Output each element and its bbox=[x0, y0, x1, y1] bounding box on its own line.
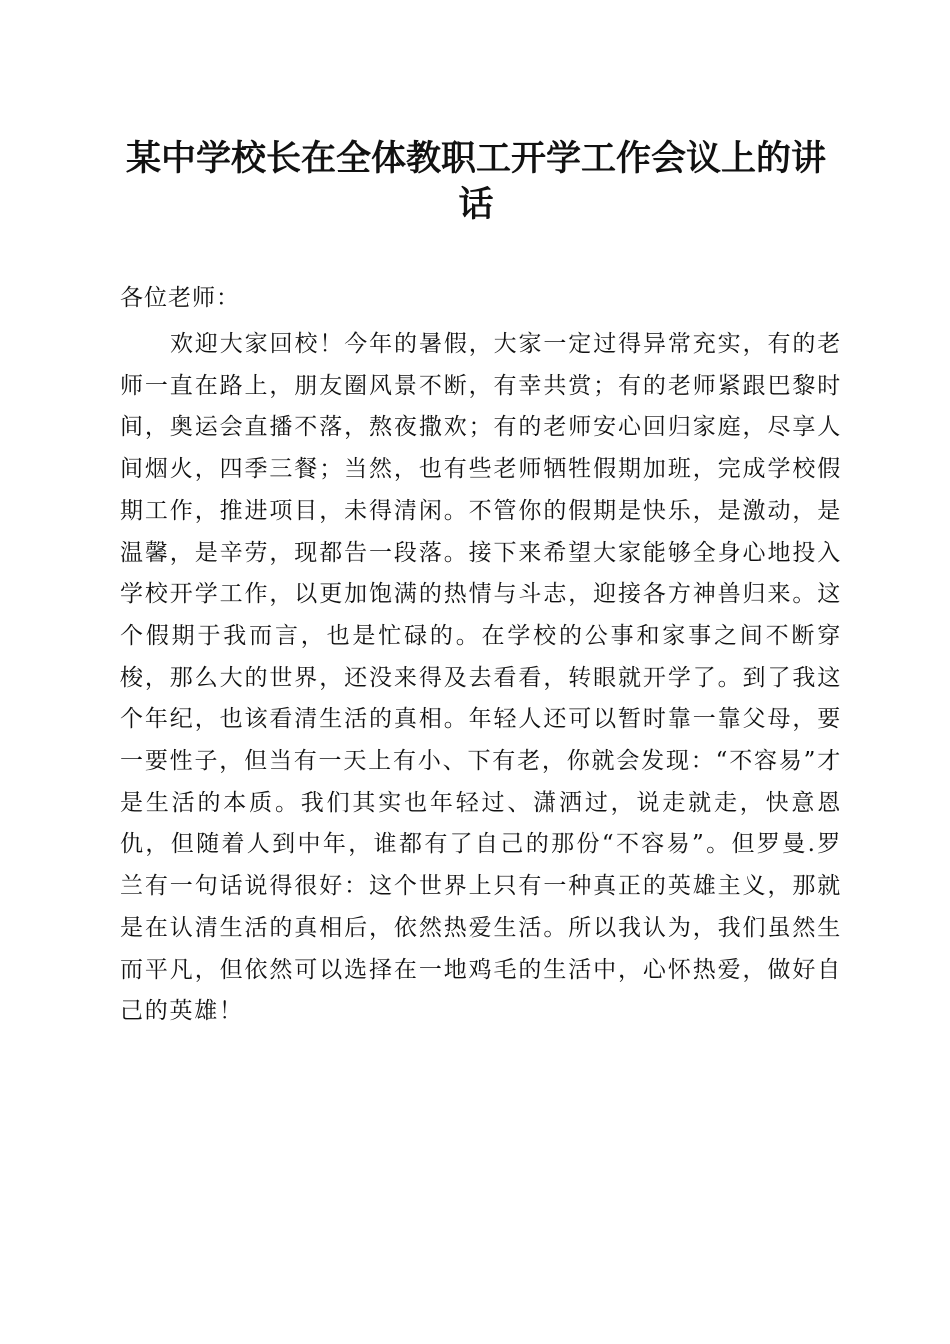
body-paragraph: 欢迎大家回校！今年的暑假，大家一定过得异常充实，有的老师一直在路上，朋友圈风景不断，有幸共赏；有的老师紧跟巴黎时间，奥运会直播不落，熬夜撒欢；有的老师安心回归家庭，尽享人间烟火，四季三餐；当然，也有些老师牺牲假期加班，完成学校假期工作，推进项目，未得清闲。不管你的假期是快乐，是激动，是温馨，是辛劳，现都告一段落。接下来希望大家能够全身心地投入学校开学工作，以更加饱满的热情与斗志，迎接各方神兽归来。这个假期于我而言，也是忙碌的。在学校的公事和家事之间不断穿梭，那么大的世界，还没来得及去看看，转眼就开学了。到了我这个年纪，也该看清生活的真相。年轻人还可以暂时靠一靠父母，要一要性子，但当有一天上有小、下有老，你就会发现：“不容易”才是生活的本质。我们其实也年轻过、潇洒过，说走就走，快意恩仇，但随着人到中年，谁都有了自己的那份“不容易”。但罗曼.罗兰有一句话说得很好：这个世界上只有一种真正的英雄主义，那就是在认清生活的真相后，依然热爱生活。所以我认为，我们虽然生而平凡，但依然可以选择在一地鸡毛的生活中，心怀热爱，做好自己的英雄！ bbox=[120, 331, 842, 1025]
document-title: 某中学校长在全体教职工开学工作会议上的讲话 bbox=[125, 138, 826, 225]
salutation: 各位老师： bbox=[120, 285, 240, 311]
